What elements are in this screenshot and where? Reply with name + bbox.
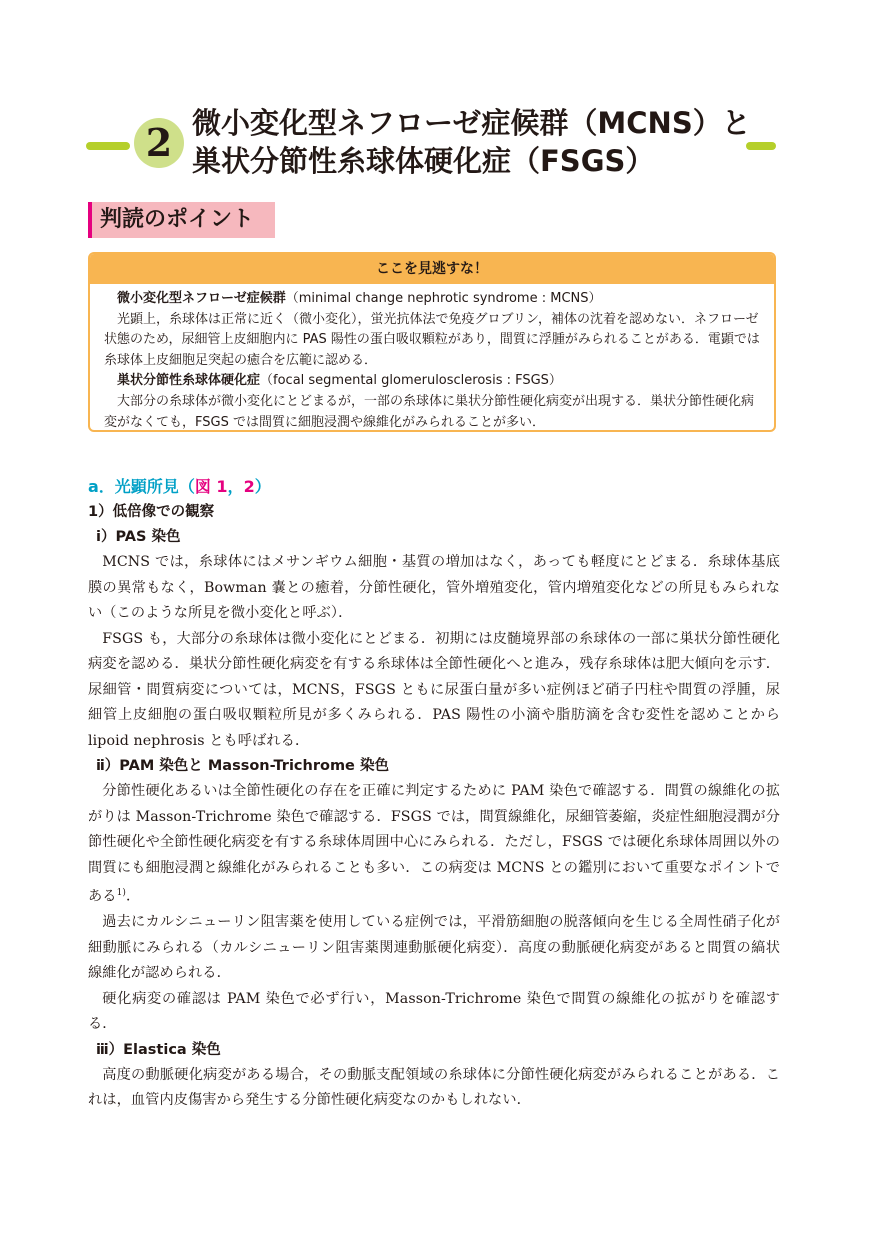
paragraph-pam-masson-end: ． (126, 888, 141, 905)
ref-close-paren: ） (254, 477, 271, 496)
citation-1: 1) (116, 888, 127, 898)
callout-fsgs-title (104, 371, 760, 392)
ref-open-paren: （ (178, 477, 195, 496)
paragraph-pam-masson-text: 分節性硬化あるいは全節性硬化の存在を正確に判定するために PAM 染色で確認する．間質の線維化の拡がりは Masson-Trichrome 染色で確認する．FSGS では，間質線維化，尿細管萎縮，炎症性細胞浸潤が分節性硬化や全節性硬化病変を有する糸球体周囲中心にみられる．ただし，FSGS では硬化糸球体周囲以外の間質にも細胞浸潤と線維化がみられることも多い．この病変は MCNS との鑑別において重要なポイントである (88, 783, 780, 905)
title-accent-bar-right (746, 142, 776, 150)
chapter-title-block (86, 104, 776, 184)
callout-mcns-title (104, 289, 760, 310)
ref-separator: ， (227, 477, 244, 496)
paragraph-mcns-pas: MCNS では，糸球体にはメサンギウム細胞・基質の増加はなく，あっても軽度にとどまる．糸球体基底膜の異常もなく，Bowman 嚢との癒着，分節性硬化，管外増殖変化，管内増殖変化などの所見もみられない（このような所見を微小変化と呼ぶ）． (88, 554, 780, 621)
heading-elastica-stain: ⅲ）Elastica 染色 (96, 1041, 221, 1058)
title-accent-bar-left (86, 142, 130, 150)
paragraph-pam-masson (88, 779, 780, 910)
callout-mcns-en: （minimal change nephrotic syndrome : MCNS） (285, 291, 602, 306)
figure-ref-1[interactable]: 図 1 (194, 477, 228, 496)
heading-a-label: a．光顕所見 (88, 477, 179, 496)
callout-fsgs-term: 巣状分節性糸球体硬化症 (117, 373, 261, 389)
callout-fsgs-en: （focal segmental glomerulosclerosis : FSGS） (260, 373, 562, 389)
chapter-title-line1: 微小変化型ネフローゼ症候群（MCNS）と (192, 106, 751, 140)
figure-ref-2[interactable]: 2 (243, 477, 255, 496)
heading-pam-masson: ⅱ）PAM 染色と Masson-Trichrome 染色 (96, 758, 389, 774)
heading-pas-stain: ⅰ）PAS 染色 (96, 529, 181, 545)
callout-heading: ここを見逃すな！ (90, 254, 774, 284)
section-header (88, 202, 275, 238)
main-body (88, 474, 780, 1114)
callout-mcns-text: 光顕上，糸球体は正常に近く（微小変化），蛍光抗体法で免疫グロブリン，補体の沈着を認めない．ネフローゼ状態のため，尿細管上皮細胞内に PAS 陽性の蛋白吸収顆粒があり，間質に浮腫がみられることがある．電顕では糸球体上皮細胞足突起の癒合を広範に認める． (104, 311, 760, 368)
chapter-title-line2: 巣状分節性糸球体硬化症（FSGS） (192, 144, 655, 178)
key-points-callout (88, 252, 776, 432)
chapter-number-badge: 2 (134, 118, 184, 168)
paragraph-calcineurin: 過去にカルシニューリン阻害薬を使用している症例では，平滑筋細胞の脱落傾向を生じる全周性硝子化が細動脈にみられる（カルシニューリン阻害薬関連動脈硬化病変）．高度の動脈硬化病変があると間質の縞状線維化が認められる． (88, 914, 780, 982)
chapter-title (192, 104, 751, 180)
paragraph-sclerosis-confirmation: 硬化病変の確認は PAM 染色で必ず行い，Masson-Trichrome 染色で間質の線維化の拡がりを確認する． (88, 990, 780, 1033)
paragraph-fsgs-pas: FSGS も，大部分の糸球体は微小変化にとどまる．初期には皮髄境界部の糸球体の一部に巣状分節性硬化病変を認める．巣状分節性硬化病変を有する糸球体は全節性硬化へと進み，残存糸球体は肥大傾向を示す．尿細管・間質病変については，MCNS，FSGS ともに尿蛋白量が多い症例ほど硝子円柱や間質の浮腫，尿細管上皮細胞の蛋白吸収顆粒所見が多くみられる．PAS 陽性の小滴や脂肪滴を含む変性を認めことから lipoid nephrosis とも呼ばれる． (88, 630, 780, 749)
paragraph-elastica: 高度の動脈硬化病変がある場合，その動脈支配領域の糸球体に分節性硬化病変がみられることがある．これは，血管内皮傷害から発生する分節性硬化病変なのかもしれない． (88, 1066, 781, 1109)
callout-body (90, 284, 774, 432)
callout-mcns-term: 微小変化型ネフローゼ症候群 (117, 291, 286, 306)
callout-fsgs-text: 大部分の糸球体が微小変化にとどまるが，一部の糸球体に巣状分節性硬化病変が出現する．巣状分節性硬化病変がなくても，FSGS では間質に細胞浸潤や線維化がみられることが多い． (104, 393, 755, 430)
heading-low-magnification: 1）低倍像での観察 (88, 504, 215, 520)
section-header-label: 判読のポイント (100, 207, 255, 232)
heading-light-microscopy (88, 474, 780, 500)
